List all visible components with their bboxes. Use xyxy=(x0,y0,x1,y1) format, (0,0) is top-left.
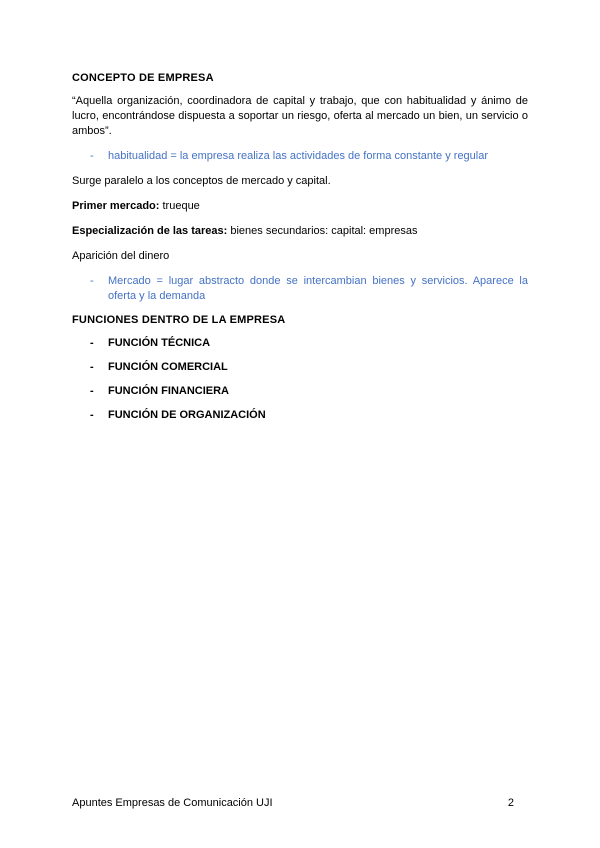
page-number: 2 xyxy=(507,797,514,809)
function-label: FUNCIÓN FINANCIERA xyxy=(108,385,229,397)
function-item xyxy=(72,336,528,351)
bullet-dash: - xyxy=(90,150,94,162)
bullet-dash: - xyxy=(90,385,94,397)
page-footer xyxy=(72,797,528,809)
bullet-dash: - xyxy=(90,337,94,349)
functions-list xyxy=(72,336,528,423)
function-label: FUNCIÓN DE ORGANIZACIÓN xyxy=(108,409,266,421)
bullet-dash: - xyxy=(90,409,94,421)
bullet-text: Mercado = lugar abstracto donde se intercambian bienes y servicios. Aparece la oferta y la demanda xyxy=(108,275,528,302)
text-especializacion: bienes secundarios: capital: empresas xyxy=(227,225,418,237)
paragraph-especializacion xyxy=(72,224,528,239)
bullet-dash: - xyxy=(90,275,94,287)
paragraph-dinero: Aparición del dinero xyxy=(72,250,170,262)
function-label: FUNCIÓN TÉCNICA xyxy=(108,337,211,349)
document-body xyxy=(72,72,528,432)
text-primer-mercado: trueque xyxy=(159,200,200,212)
bullet-mercado xyxy=(72,274,528,304)
function-item xyxy=(72,408,528,423)
function-item xyxy=(72,360,528,375)
function-item xyxy=(72,384,528,399)
paragraph-surge: Surge paralelo a los conceptos de mercado y capital. xyxy=(72,175,331,187)
heading-concepto-empresa: CONCEPTO DE EMPRESA xyxy=(72,72,214,84)
heading-funciones: FUNCIONES DENTRO DE LA EMPRESA xyxy=(72,314,286,326)
label-primer-mercado: Primer mercado: xyxy=(72,200,160,212)
footer-text: Apuntes Empresas de Comunicación UJI xyxy=(72,797,273,809)
paragraph-primer-mercado xyxy=(72,199,528,214)
function-label: FUNCIÓN COMERCIAL xyxy=(108,361,228,373)
quote-definition: “Aquella organización, coordinadora de capital y trabajo, que con habitualidad y ánimo de lucro, encontrándose dispuesta a soportar un riesgo, oferta al mercado un bien, un servicio o ambos”. xyxy=(72,95,528,137)
bullet-habitualidad xyxy=(72,149,528,164)
label-especializacion: Especialización de las tareas: xyxy=(72,225,228,237)
bullet-dash: - xyxy=(90,361,94,373)
bullet-text: habitualidad = la empresa realiza las actividades de forma constante y regular xyxy=(108,150,489,162)
